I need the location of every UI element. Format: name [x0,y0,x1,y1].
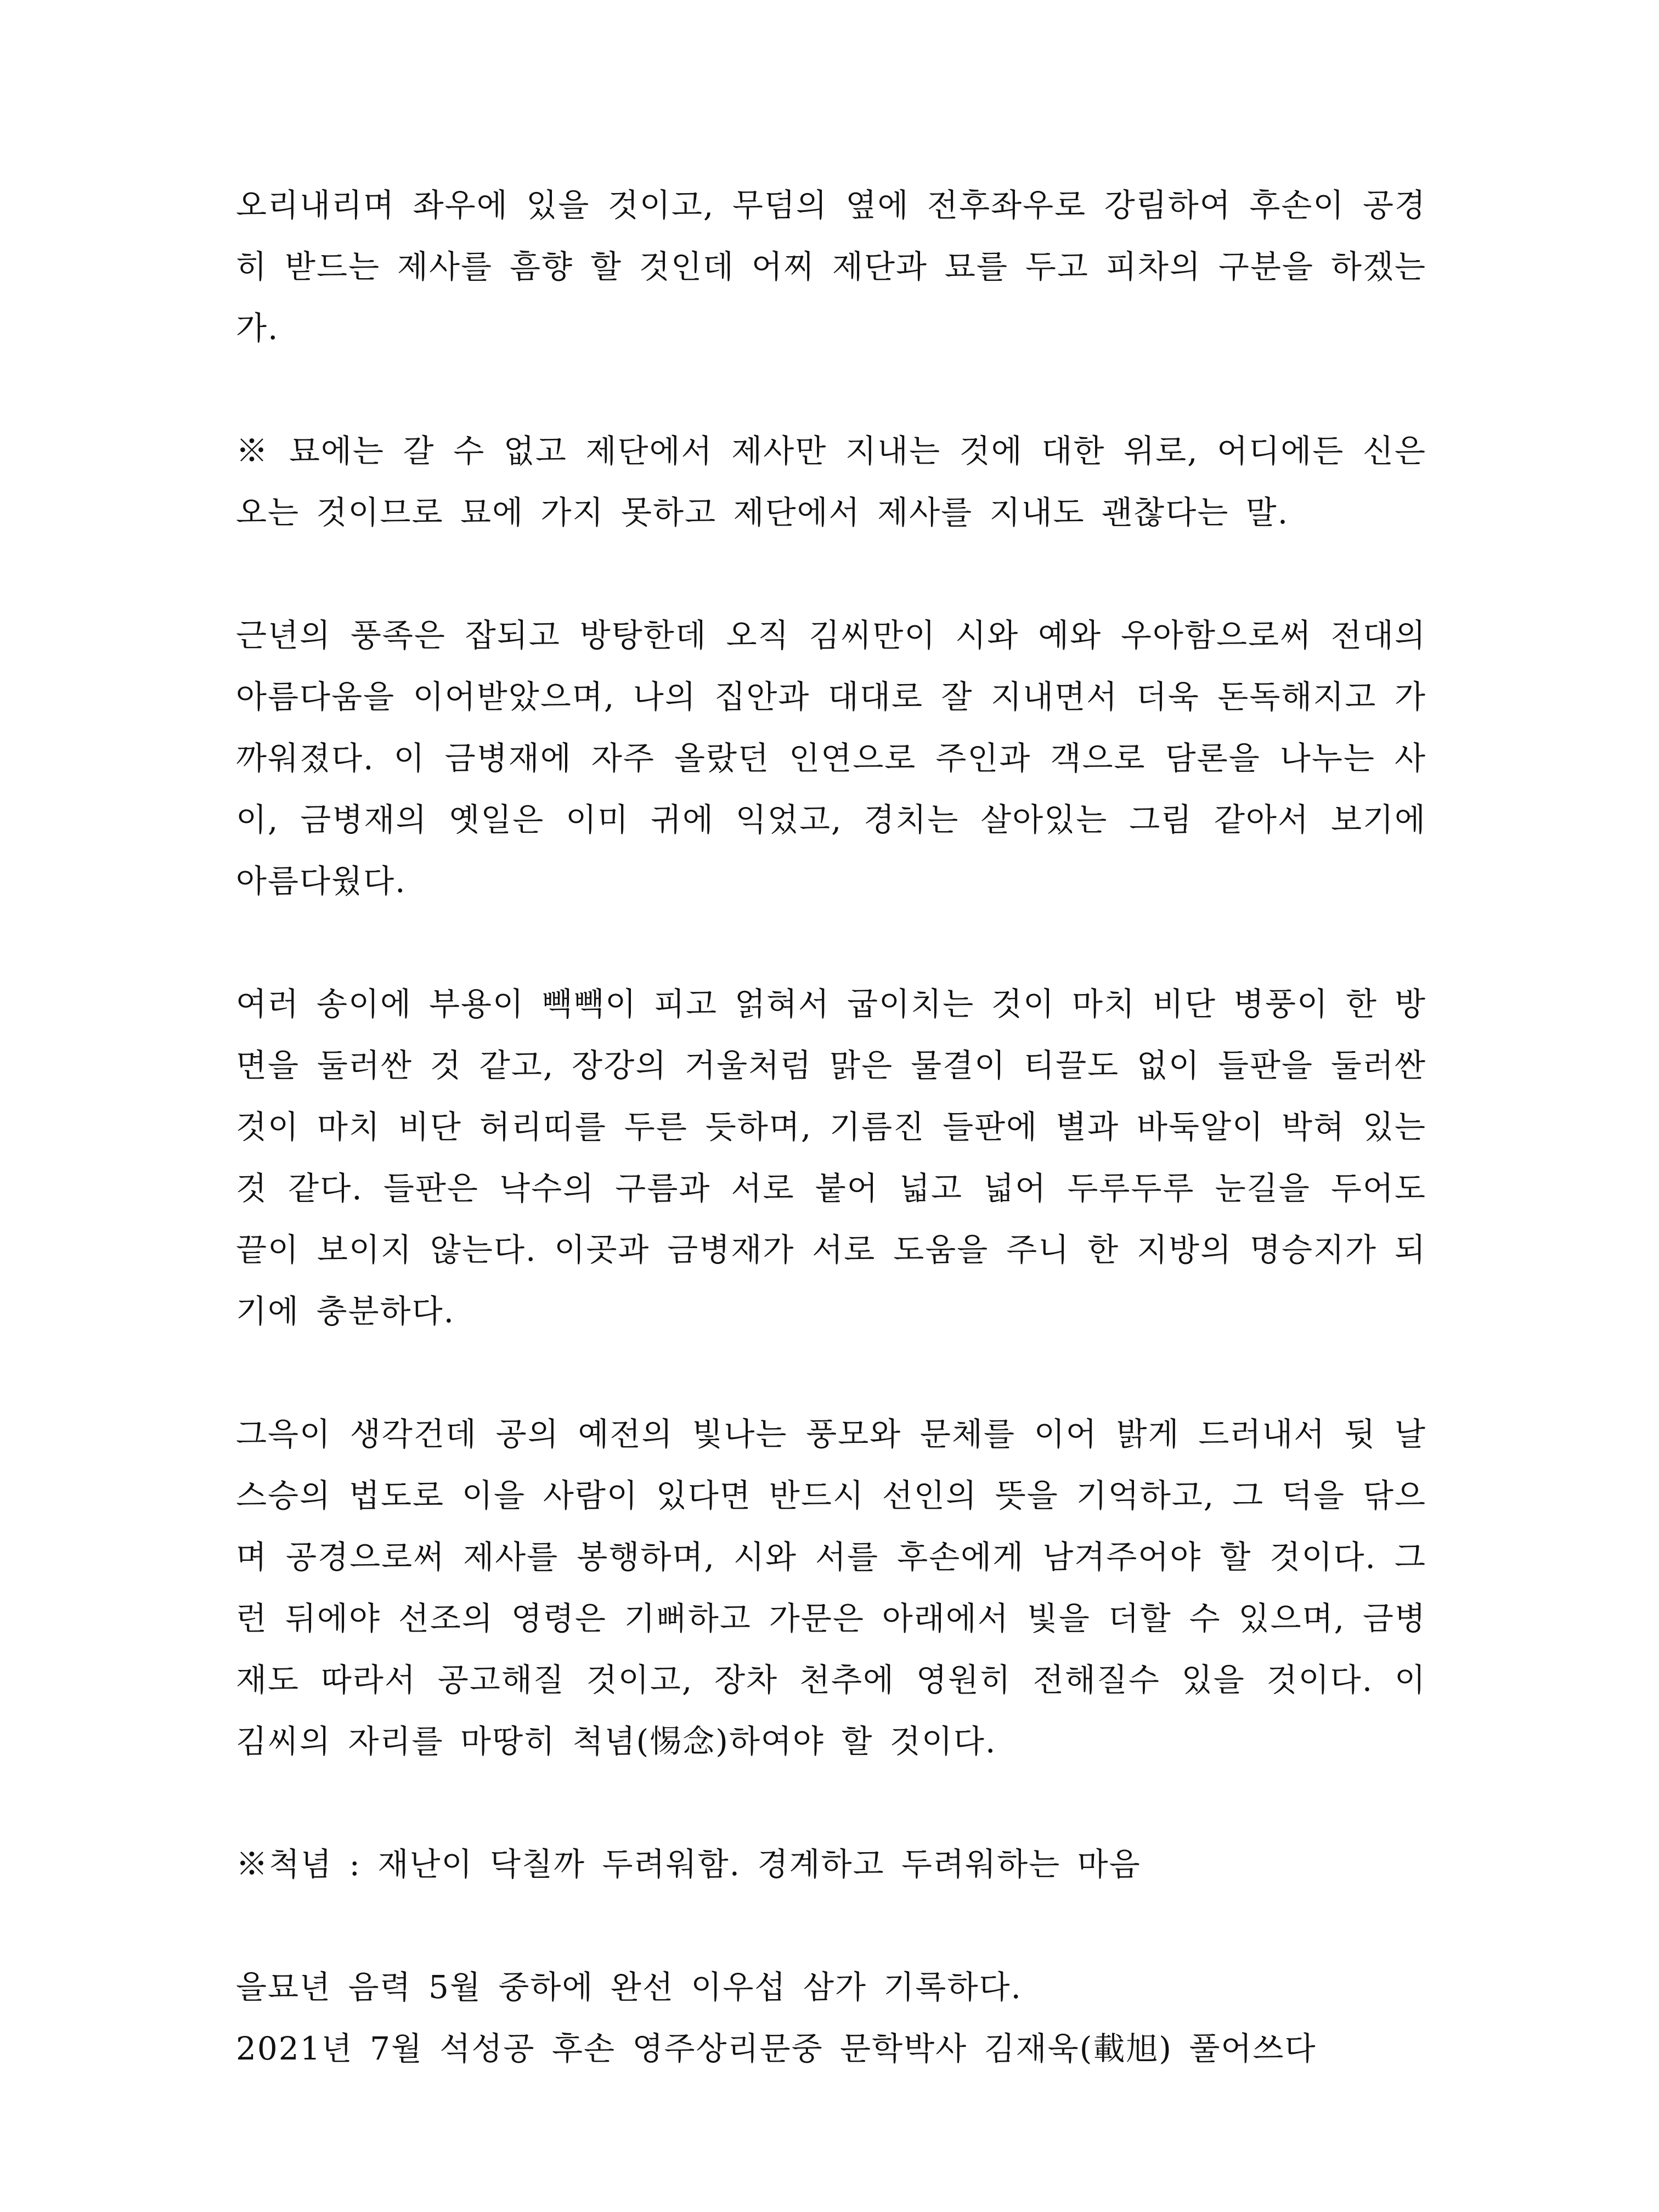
paragraph-3: 근년의 풍족은 잡되고 방탕한데 오직 김씨만이 시와 예와 우아함으로써 전대의 아름다움을 이어받았으며, 나의 집안과 대대로 잘 지내면서 더욱 돈독해지고 가까워졌다. 이 금병재에 자주 올랐던 인연으로 주인과 객으로 담론을 나누는 사이, 금병재의 옛일은 이미 귀에 익었고, 경치는 살아있는 그림 같아서 보기에 아름다웠다. [236,617,1426,900]
paragraph-gap [236,543,1426,605]
paragraph-gap [236,1895,1426,1956]
document-body [236,174,1426,2079]
paragraph-5: 그윽이 생각건데 공의 예전의 빛나는 풍모와 문체를 이어 밝게 드러내서 뒷 날 스승의 법도로 이을 사람이 있다면 반드시 선인의 뜻을 기억하고, 그 덕을 닦으며 공경으로써 제사를 봉행하며, 시와 서를 후손에게 남겨주어야 할 것이다. 그런 뒤에야 선조의 영령은 기뻐하고 가문은 아래에서 빛을 더할 수 있으며, 금병재도 따라서 공고해질 것이고, 장차 천추에 영원히 전해질수 있을 것이다. 이 김씨의 자리를 마땅히 척념(惕念)하여야 할 것이다. [236,1415,1426,1760]
paragraph-gap [236,912,1426,973]
paragraph-gap [236,1342,1426,1403]
paragraph-note-2: ※척념 : 재난이 닥칠까 두려워함. 경계하고 두려워하는 마음 [236,1846,1141,1883]
paragraph-gap [236,359,1426,420]
closing-translator-line: 2021년 7월 석성공 후손 영주상리문중 문학박사 김재욱(載旭) 풀어쓰다 [236,2030,1317,2067]
paragraph-note-1: ※ 묘에는 갈 수 없고 제단에서 제사만 지내는 것에 대한 위로, 어디에든 신은 오는 것이므로 묘에 가지 못하고 제단에서 제사를 지내도 괜찮다는 말. [236,432,1426,531]
closing-record-line: 을묘년 음력 5월 중하에 완선 이우섭 삼가 기록하다. [236,1968,1022,2006]
paragraph-gap [236,1772,1426,1833]
paragraph-1: 오리내리며 좌우에 있을 것이고, 무덤의 옆에 전후좌우로 강림하여 후손이 공경히 받드는 제사를 흠향 할 것인데 어찌 제단과 묘를 두고 피차의 구분을 하겠는가. [236,187,1426,347]
paragraph-4: 여러 송이에 부용이 빽빽이 피고 얽혀서 굽이치는 것이 마치 비단 병풍이 한 방면을 둘러싼 것 같고, 장강의 거울처럼 맑은 물결이 티끌도 없이 들판을 둘러싼 것이 마치 비단 허리띠를 두른 듯하며, 기름진 들판에 별과 바둑알이 박혀 있는 것 같다. 들판은 낙수의 구름과 서로 붙어 넓고 넓어 두루두루 눈길을 두어도 끝이 보이지 않는다. 이곳과 금병재가 서로 도움을 주니 한 지방의 명승지가 되기에 충분하다. [236,985,1426,1330]
